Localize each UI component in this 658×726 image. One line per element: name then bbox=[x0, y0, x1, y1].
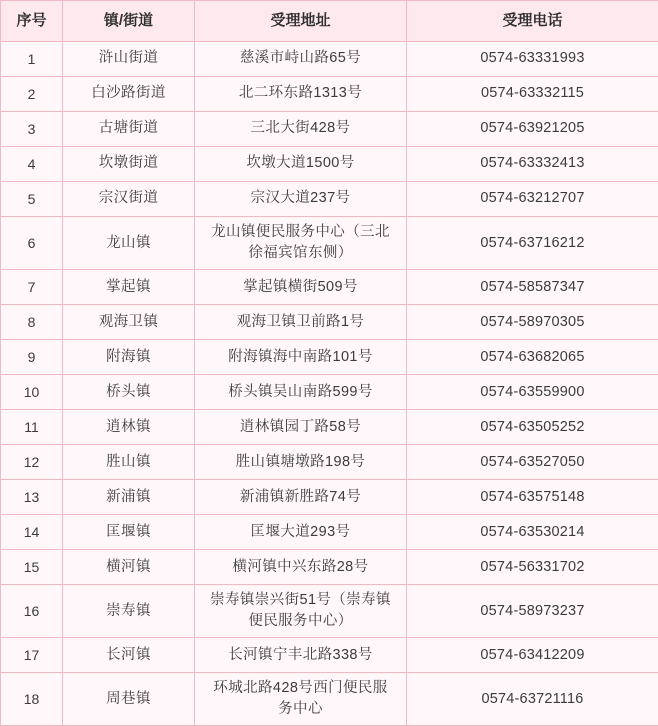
cell-index: 2 bbox=[1, 77, 63, 112]
cell-phone: 0574-63716212 bbox=[407, 217, 658, 270]
address-text: 匡堰大道293号 bbox=[199, 522, 402, 543]
cell-address bbox=[195, 112, 407, 147]
table-row bbox=[1, 42, 658, 77]
table-row bbox=[1, 270, 658, 305]
table-row bbox=[1, 585, 658, 638]
cell-phone: 0574-63412209 bbox=[407, 638, 658, 673]
table-row bbox=[1, 182, 658, 217]
cell-phone: 0574-58973237 bbox=[407, 585, 658, 638]
cell-phone: 0574-63559900 bbox=[407, 375, 658, 410]
cell-address bbox=[195, 147, 407, 182]
table-header bbox=[1, 1, 658, 42]
cell-index: 12 bbox=[1, 445, 63, 480]
address-text: 观海卫镇卫前路1号 bbox=[199, 312, 402, 333]
address-text: 慈溪市峙山路65号 bbox=[199, 48, 402, 69]
table-row bbox=[1, 638, 658, 673]
table-row bbox=[1, 480, 658, 515]
table-row bbox=[1, 77, 658, 112]
table-row bbox=[1, 673, 658, 726]
address-text: 横河镇中兴东路28号 bbox=[199, 557, 402, 578]
cell-index: 10 bbox=[1, 375, 63, 410]
cell-phone: 0574-63212707 bbox=[407, 182, 658, 217]
cell-town: 宗汉街道 bbox=[63, 182, 195, 217]
cell-address bbox=[195, 480, 407, 515]
cell-index: 1 bbox=[1, 42, 63, 77]
cell-town: 龙山镇 bbox=[63, 217, 195, 270]
table-row bbox=[1, 445, 658, 480]
cell-address bbox=[195, 410, 407, 445]
cell-index: 14 bbox=[1, 515, 63, 550]
cell-phone: 0574-63331993 bbox=[407, 42, 658, 77]
address-text: 北二环东路1313号 bbox=[199, 83, 402, 104]
cell-address bbox=[195, 42, 407, 77]
address-text: 龙山镇便民服务中心（三北徐福宾馆东侧） bbox=[199, 222, 402, 264]
cell-index: 11 bbox=[1, 410, 63, 445]
table-row bbox=[1, 305, 658, 340]
cell-index: 8 bbox=[1, 305, 63, 340]
cell-address bbox=[195, 270, 407, 305]
table-row bbox=[1, 375, 658, 410]
address-text: 长河镇宁丰北路338号 bbox=[199, 645, 402, 666]
column-header-address: 受理地址 bbox=[195, 1, 407, 42]
cell-index: 13 bbox=[1, 480, 63, 515]
cell-phone: 0574-63332413 bbox=[407, 147, 658, 182]
cell-index: 15 bbox=[1, 550, 63, 585]
cell-phone: 0574-63505252 bbox=[407, 410, 658, 445]
cell-town: 白沙路街道 bbox=[63, 77, 195, 112]
cell-town: 古塘街道 bbox=[63, 112, 195, 147]
cell-phone: 0574-58587347 bbox=[407, 270, 658, 305]
cell-index: 6 bbox=[1, 217, 63, 270]
address-text: 崇寿镇崇兴街51号（崇寿镇便民服务中心） bbox=[199, 590, 402, 632]
cell-index: 18 bbox=[1, 673, 63, 726]
table-row bbox=[1, 217, 658, 270]
cell-town: 新浦镇 bbox=[63, 480, 195, 515]
address-text: 新浦镇新胜路74号 bbox=[199, 487, 402, 508]
cell-phone: 0574-63332115 bbox=[407, 77, 658, 112]
cell-phone: 0574-63721116 bbox=[407, 673, 658, 726]
cell-phone: 0574-63575148 bbox=[407, 480, 658, 515]
column-header-phone: 受理电话 bbox=[407, 1, 658, 42]
cell-index: 4 bbox=[1, 147, 63, 182]
cell-address bbox=[195, 445, 407, 480]
cell-town: 长河镇 bbox=[63, 638, 195, 673]
cell-index: 16 bbox=[1, 585, 63, 638]
cell-town: 逍林镇 bbox=[63, 410, 195, 445]
cell-phone: 0574-63527050 bbox=[407, 445, 658, 480]
address-text: 胜山镇塘墩路198号 bbox=[199, 452, 402, 473]
address-text: 桥头镇吴山南路599号 bbox=[199, 382, 402, 403]
cell-town: 周巷镇 bbox=[63, 673, 195, 726]
cell-town: 崇寿镇 bbox=[63, 585, 195, 638]
table-row bbox=[1, 410, 658, 445]
cell-town: 桥头镇 bbox=[63, 375, 195, 410]
cell-index: 9 bbox=[1, 340, 63, 375]
cell-town: 观海卫镇 bbox=[63, 305, 195, 340]
cell-phone: 0574-63530214 bbox=[407, 515, 658, 550]
cell-town: 坎墩街道 bbox=[63, 147, 195, 182]
address-text: 坎墩大道1500号 bbox=[199, 153, 402, 174]
cell-phone: 0574-58970305 bbox=[407, 305, 658, 340]
cell-address bbox=[195, 673, 407, 726]
cell-index: 7 bbox=[1, 270, 63, 305]
column-header-index: 序号 bbox=[1, 1, 63, 42]
cell-index: 5 bbox=[1, 182, 63, 217]
table-body bbox=[1, 42, 658, 726]
cell-phone: 0574-56331702 bbox=[407, 550, 658, 585]
cell-index: 3 bbox=[1, 112, 63, 147]
table-row bbox=[1, 112, 658, 147]
cell-town: 掌起镇 bbox=[63, 270, 195, 305]
address-text: 逍林镇园丁路58号 bbox=[199, 417, 402, 438]
address-text: 附海镇海中南路101号 bbox=[199, 347, 402, 368]
cell-address bbox=[195, 340, 407, 375]
address-text: 三北大街428号 bbox=[199, 118, 402, 139]
cell-town: 附海镇 bbox=[63, 340, 195, 375]
cell-town: 胜山镇 bbox=[63, 445, 195, 480]
cell-address bbox=[195, 375, 407, 410]
cell-address bbox=[195, 77, 407, 112]
cell-town: 匡堰镇 bbox=[63, 515, 195, 550]
cell-address bbox=[195, 515, 407, 550]
table-row bbox=[1, 340, 658, 375]
cell-address bbox=[195, 182, 407, 217]
table-row bbox=[1, 515, 658, 550]
cell-phone: 0574-63682065 bbox=[407, 340, 658, 375]
cell-town: 浒山街道 bbox=[63, 42, 195, 77]
cell-address bbox=[195, 638, 407, 673]
table-row bbox=[1, 550, 658, 585]
cell-address bbox=[195, 550, 407, 585]
cell-address bbox=[195, 217, 407, 270]
cell-address bbox=[195, 585, 407, 638]
cell-town: 横河镇 bbox=[63, 550, 195, 585]
table-row bbox=[1, 147, 658, 182]
address-text: 掌起镇横街509号 bbox=[199, 277, 402, 298]
address-text: 环城北路428号西门便民服务中心 bbox=[199, 678, 402, 720]
cell-index: 17 bbox=[1, 638, 63, 673]
cell-phone: 0574-63921205 bbox=[407, 112, 658, 147]
address-text: 宗汉大道237号 bbox=[199, 188, 402, 209]
cell-address bbox=[195, 305, 407, 340]
column-header-town: 镇/街道 bbox=[63, 1, 195, 42]
table-header-row bbox=[1, 1, 658, 42]
